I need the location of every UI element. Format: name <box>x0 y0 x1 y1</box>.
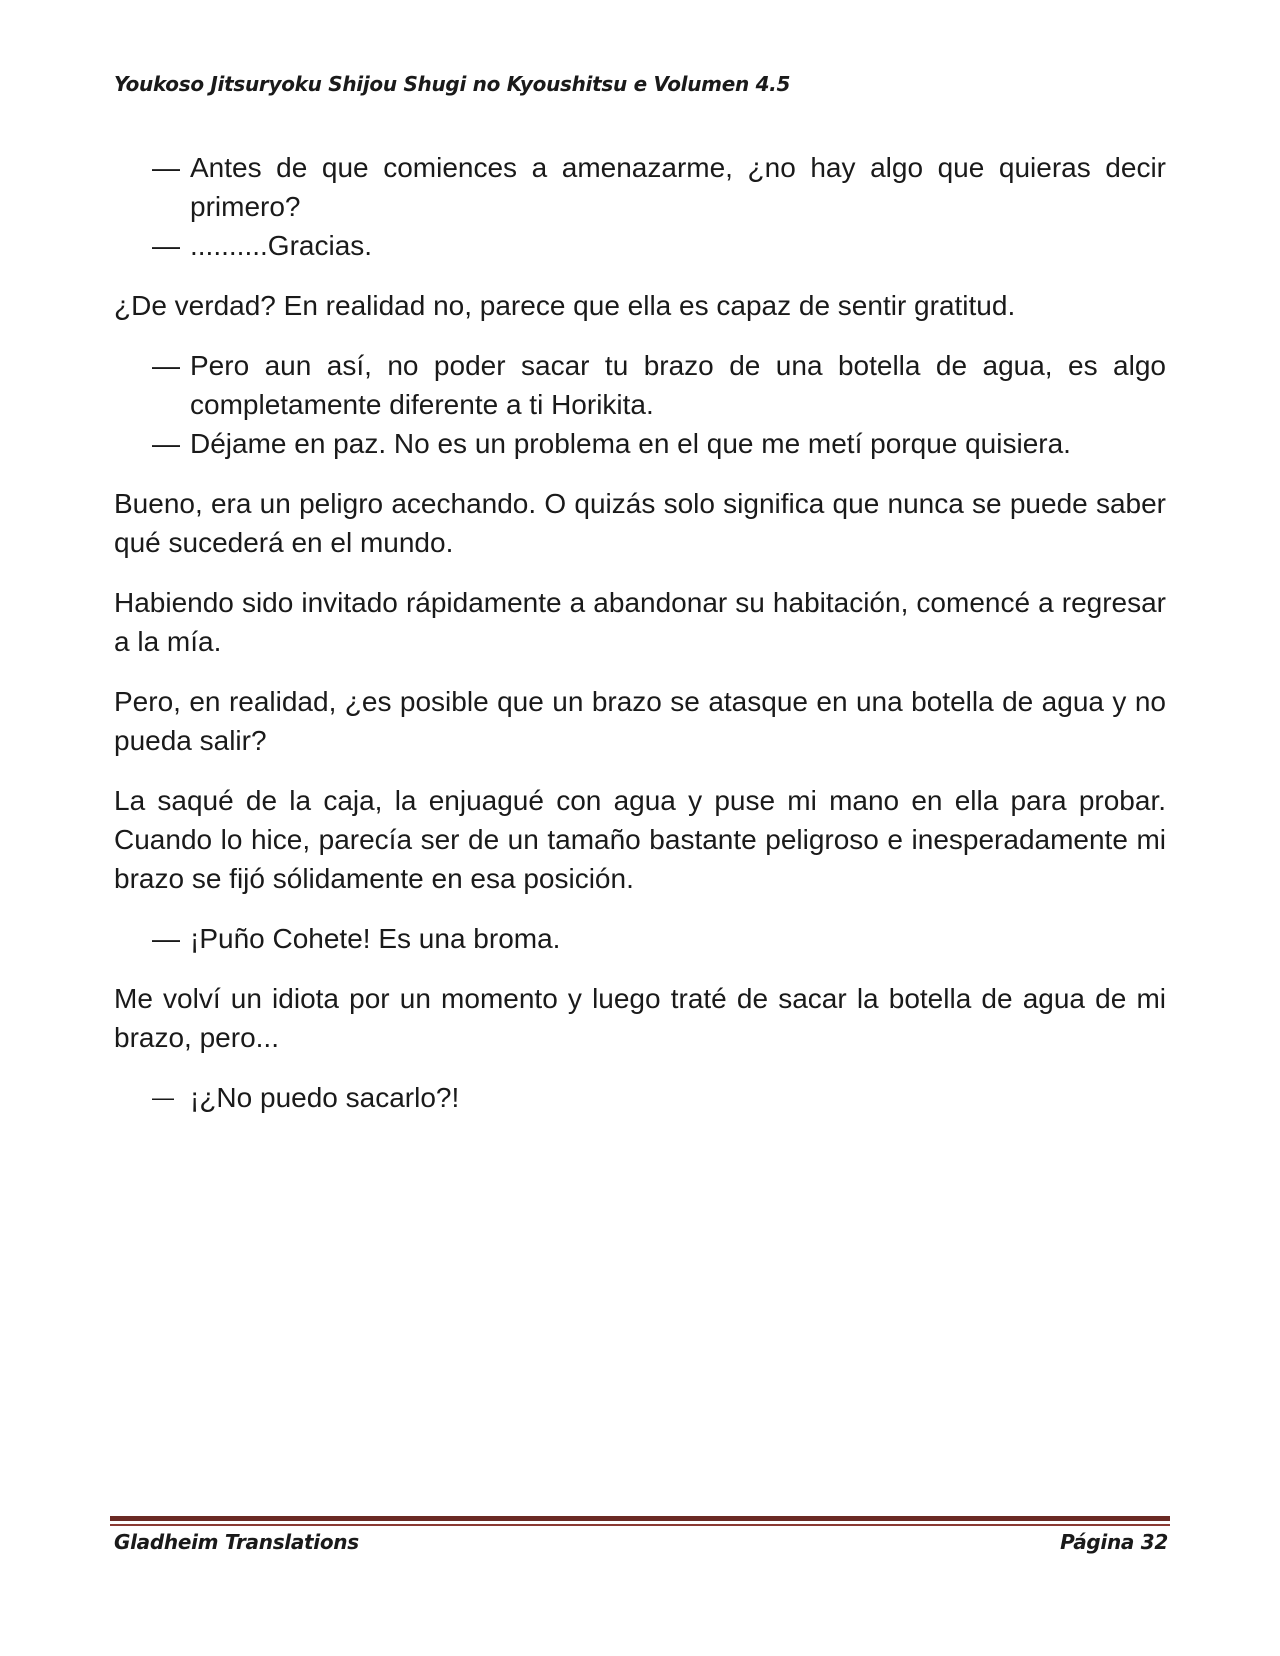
dialogue-dash: — <box>152 350 180 381</box>
dialogue-line <box>152 919 1166 958</box>
paragraph: Pero, en realidad, ¿es posible que un brazo se atasque en una botella de agua y no pueda salir? <box>114 686 1166 756</box>
dialogue-group <box>152 919 1166 958</box>
dialogue-line <box>152 148 1166 226</box>
paragraph: Habiendo sido invitado rápidamente a abandonar su habitación, comencé a regresar a la mía. <box>114 587 1166 657</box>
dialogue-text: Déjame en paz. No es un problema en el que me metí porque quisiera. <box>190 428 1071 459</box>
dialogue-text: ¡Puño Cohete! Es una broma. <box>190 923 561 954</box>
dialogue-dash: — <box>152 923 180 954</box>
footer-divider-thin <box>110 1524 1170 1526</box>
dialogue-dash: — <box>152 230 180 261</box>
dialogue-text: Pero aun así, no poder sacar tu brazo de una botella de agua, es algo completamente diferente a ti Horikita. <box>190 350 1166 420</box>
paragraph: ¿De verdad? En realidad no, parece que ella es capaz de sentir gratitud. <box>114 290 1016 321</box>
dialogue-group <box>152 1078 1166 1117</box>
dialogue-group <box>152 346 1166 463</box>
dialogue-group <box>152 148 1166 265</box>
dialogue-line <box>152 1078 1166 1117</box>
dialogue-text: Antes de que comiences a amenazarme, ¿no hay algo que quieras decir primero? <box>190 152 1166 222</box>
paragraph: La saqué de la caja, la enjuagué con agua y puse mi mano en ella para probar. Cuando lo hice, parecía ser de un tamaño bastante peligroso e inesperadamente mi brazo se fijó sólidamente en esa posición. <box>114 785 1166 894</box>
dialogue-line <box>152 424 1166 463</box>
dialogue-text: ..........Gracias. <box>190 230 373 261</box>
paragraph: Me volví un idiota por un momento y luego traté de sacar la botella de agua de mi brazo, pero... <box>114 983 1166 1053</box>
dialogue-dash: — <box>152 152 180 183</box>
dialogue-dash: — <box>152 428 180 459</box>
footer-divider-thick <box>110 1516 1170 1521</box>
page-body <box>114 148 1166 1138</box>
page-header-title: Youkoso Jitsuryoku Shijou Shugi no Kyoushitsu e Volumen 4.5 <box>114 72 791 96</box>
dialogue-text: ¡¿No puedo sacarlo?! <box>190 1082 460 1113</box>
paragraph: Bueno, era un peligro acechando. O quizás solo significa que nunca se puede saber qué sucederá en el mundo. <box>114 488 1166 558</box>
dialogue-line <box>152 346 1166 424</box>
footer-page-number: Página 32 <box>1060 1530 1168 1554</box>
dialogue-dash: — <box>152 1085 174 1110</box>
dialogue-line <box>152 226 1166 265</box>
footer-translator: Gladheim Translations <box>114 1530 359 1554</box>
